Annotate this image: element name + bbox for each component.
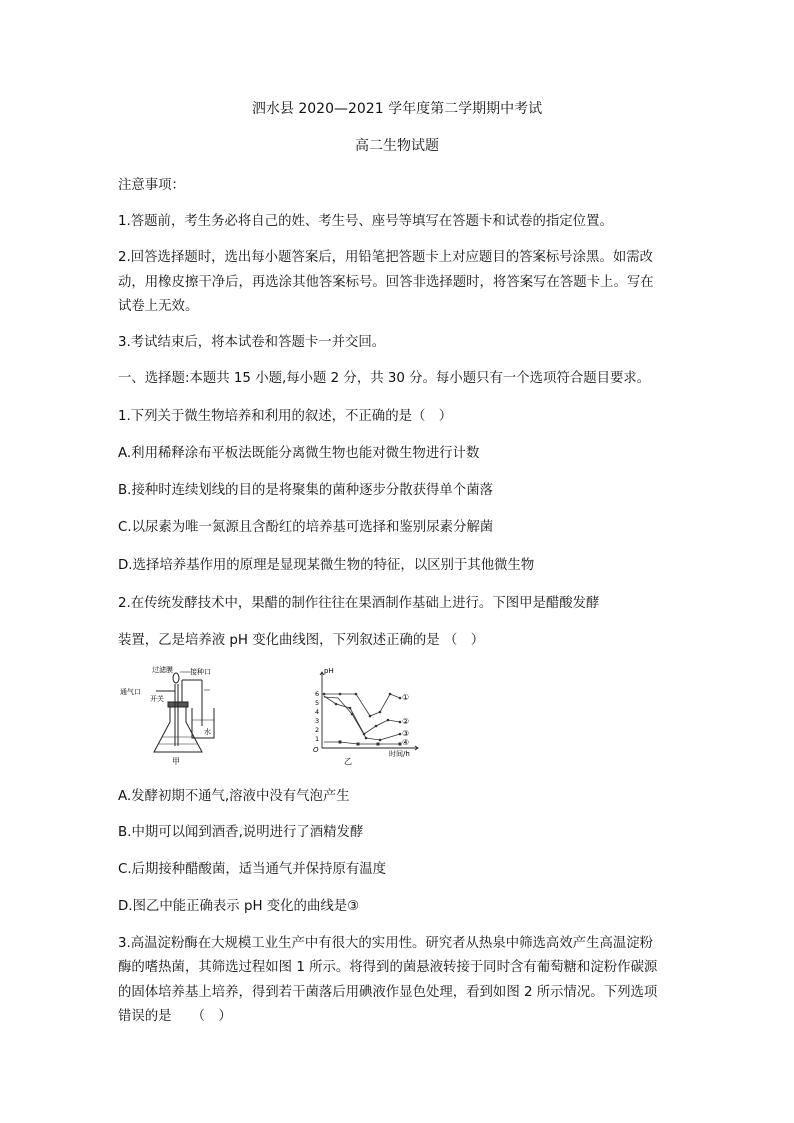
- chart-ylabel: pH: [324, 667, 334, 675]
- q3-stem-line-2: 酶的嗜热菌，其筛选过程如图 1 所示。将得到的菌悬液转接于同时含有葡萄糖和淀粉作碳源: [118, 960, 658, 975]
- apparatus-filter-label: 过滤膜: [152, 666, 173, 674]
- chart-ytick: 2: [315, 726, 320, 734]
- q3-stem-line-3: 的固体培养基上培养，得到若干菌落后用碘液作显色处理，看到如图 2 所示情况。下列选项: [118, 985, 658, 1000]
- chart-ytick: 4: [315, 708, 320, 716]
- chart-origin: O: [313, 746, 319, 754]
- curve-label-1: ①: [402, 693, 410, 702]
- notice-item-2-line-2: 动，用橡皮擦干净后，再选涂其他答案标号。回答非选择题时，将答案写在答题卡上。写在: [118, 275, 654, 290]
- ph-curve-2: [324, 696, 400, 734]
- q2-figure: [118, 664, 438, 766]
- q1-stem: 1.下列关于微生物培养和利用的叙述，不正确的是（ ）: [118, 409, 453, 424]
- exam-title: 泗水县 2020—2021 学年度第二学期期中考试: [251, 101, 543, 117]
- notice-item-3: 3.考试结束后，将本试卷和答题卡一并交回。: [118, 335, 386, 350]
- fermentation-apparatus: [154, 672, 214, 752]
- q3-stem-line-1: 3.高温淀粉酶在大规模工业生产中有很大的实用性。研究者从热泉中筛选高效产生高温淀粉: [118, 936, 654, 951]
- q2-stem-line-2: 装置，乙是培养液 pH 变化曲线图，下列叙述正确的是 （ ）: [118, 633, 485, 648]
- apparatus-inlet-label: 通气口: [120, 688, 141, 696]
- apparatus-water-label: 水: [204, 728, 211, 736]
- q2-stem-line-1: 2.在传统发酵技术中，果醋的制作往往在果酒制作基础上进行。下图甲是醋酸发酵: [118, 596, 600, 611]
- filter-bulb-icon: [173, 673, 179, 683]
- apparatus-switch-label: 开关: [150, 695, 164, 703]
- ph-curve-4: [324, 742, 400, 744]
- chart-ytick: 3: [315, 717, 320, 725]
- notice-item-1: 1.答题前，考生务必将自己的姓、考生号、座号等填写在答题卡和试卷的指定位置。: [118, 214, 613, 229]
- notice-item-2-line-1: 2.回答选择题时，选出每小题答案后，用铅笔把答题卡上对应题目的答案标号涂黑。如需改: [118, 250, 654, 265]
- q1-option-d: D.选择培养基作用的原理是显现某微生物的特征，以区别于其他微生物: [118, 558, 535, 573]
- q2-option-c: C.后期接种醋酸菌，适当通气并保持原有温度: [118, 862, 387, 877]
- chart-ytick: 1: [315, 735, 320, 743]
- chart-ytick: 6: [315, 690, 320, 698]
- q1-option-a: A.利用稀释涂布平板法既能分离微生物也能对微生物进行计数: [118, 446, 480, 461]
- ph-chart: [313, 667, 418, 766]
- section-heading: 一、选择题:本题共 15 小题,每小题 2 分，共 30 分。每小题只有一个选项符合题目要求。: [118, 371, 651, 386]
- apparatus-caption: 甲: [172, 757, 180, 766]
- notice-heading: 注意事项：: [118, 178, 185, 193]
- q2-option-b: B.中期可以闻到酒香,说明进行了酒精发酵: [118, 825, 364, 840]
- q2-option-a: A.发酵初期不通气,溶液中没有气泡产生: [118, 789, 350, 804]
- chart-caption: 乙: [344, 757, 352, 766]
- notice-item-2-line-3: 试卷上无效。: [118, 299, 199, 314]
- curve-label-2: ②: [402, 717, 410, 726]
- q1-option-b: B.接种时连续划线的目的是将聚集的菌种逐步分散获得单个菌落: [118, 483, 493, 498]
- curve-label-3: ③: [402, 729, 410, 738]
- exam-subtitle: 高二生物试题: [355, 138, 439, 154]
- q3-stem-line-4: 错误的是 （ ）: [118, 1009, 232, 1024]
- curve-label-4: ④: [402, 738, 410, 747]
- q1-option-c: C.以尿素为唯一氮源且含酚红的培养基可选择和鉴别尿素分解菌: [118, 520, 494, 535]
- chart-xlabel: 时间/h: [389, 750, 410, 758]
- apparatus-inoculation-label: 接种口: [190, 668, 211, 676]
- q2-option-d: D.图乙中能正确表示 pH 变化的曲线是③: [118, 899, 360, 914]
- chart-ytick: 5: [315, 699, 320, 707]
